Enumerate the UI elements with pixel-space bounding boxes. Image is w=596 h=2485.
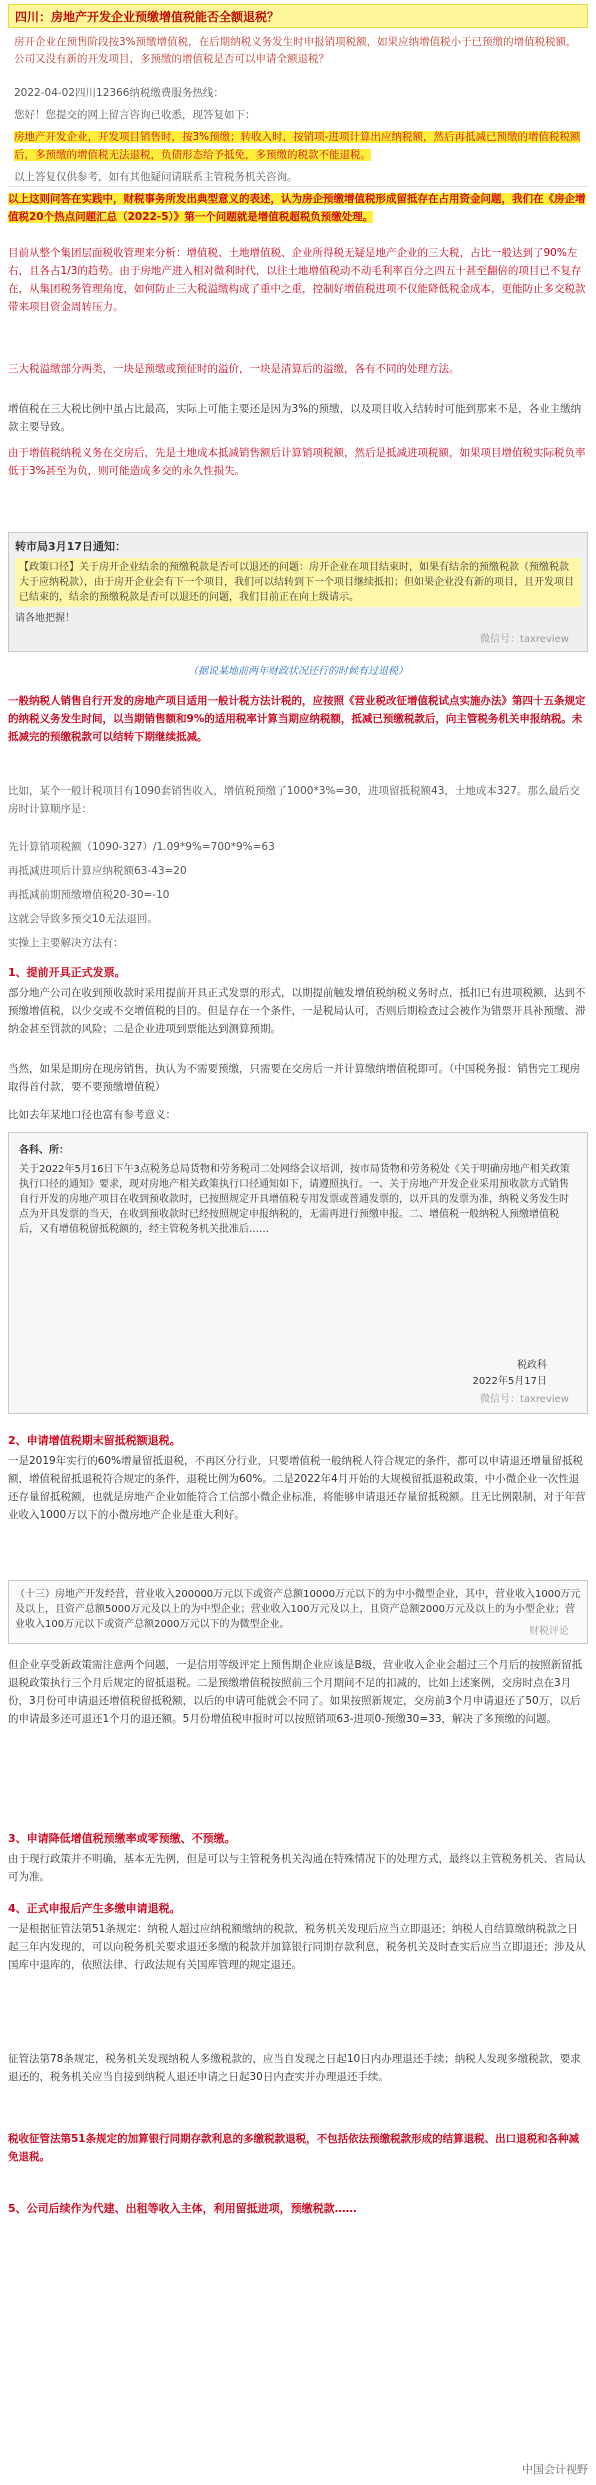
footer-watermark: 中国会计视野 <box>522 2463 588 2476</box>
section-4-body-2: 征管法第78条规定，税务机关发现纳税人多缴税款的，应当自发现之日起10日内办理退还手续；纳税人发现多缴税款，要求退还的，税务机关应当自接到纳税人退还申请之日起30日内查实并办理退还手续。 <box>8 2053 581 2083</box>
paragraph-4-text: 由于增值税纳税义务在交房后，先是土地成本抵减销售额后计算销项税额，然后是抵减进项税额，如果项目增值税实际税负率低于3%甚至为负，则可能造成多交的永久性损失。 <box>8 447 586 477</box>
shot2-body: 关于2022年5月16日下午3点税务总局货物和劳务税司二处网络会议培训，按市局货物和劳务税处《关于明确房地产相关政策执行口径的通知》要求，现对房地产相关政策执行口径通知如下，请遵照执行。一、关于房地产开发企业采用预收款方式销售自行开发的房地产项目在收到预收款时，已按照规定开具增值税专用发票或普通发票的，以开具的发票为准，纳税义务发生时点为开具发票的当天，在收到预收款时已经按照规定申报纳税的，无需再进行预缴申报。二、增值税一般纳税人预缴增值税后，又有增值税留抵税额的，经主管税务机关批准后…… <box>19 1164 570 1235</box>
calc-step-3: 再抵减前期预缴增值税20-30=-10 <box>8 889 170 901</box>
screenshot-standard <box>8 1580 588 1644</box>
calc-step-2: 再抵减进项后计算应纳税额63-43=20 <box>8 865 187 877</box>
shot1-header: 转市局3月17日通知： <box>15 540 126 553</box>
answer-body-text: 房地产开发企业，开发项目销售时，按3%预缴；转收入时，按销项-进项计算出应纳税额，然后再抵减已预缴的增值税税额后，多预缴的增值税无法退税，负债形态给予抵免，多预缴的税款不能退税。 <box>14 131 581 161</box>
section-1-note-text: 当然，如果是期房在现房销售，执认为不需要预缴，只需要在交房后一并计算缴纳增值税即可。（中国税务报：销售完工现房取得首付款，要不要预缴增值税） <box>8 1063 581 1093</box>
intro-text: 以上这则问答在实践中，财税事务所发出典型意义的表述，认为房企预缴增值税形成留抵存在占用资金问题，我们在《房企增值税20个热点问题汇总（2022-5）》第一个问题就是增值税超税负预缴处理。 <box>8 193 586 223</box>
calc-step-4: 这就会导致多预交10无法退回。 <box>8 913 158 925</box>
intro-paragraph <box>8 190 588 226</box>
section-3-heading: 3、申请降低增值税预缴率或零预缴、不预缴。 <box>8 1832 236 1845</box>
calc-step-1: 先计算销项税额（1090-327）/1.09*9%=700*9%=63 <box>8 841 275 853</box>
shot2-head: 各科、所： <box>19 1145 69 1156</box>
shot2-sign: 税政科 <box>517 1360 547 1371</box>
section-1-heading: 1、提前开具正式发票。 <box>8 966 126 979</box>
section-5-heading: 5、公司后续作为代建、出租等收入主体，利用留抵进项，预缴税款…… <box>8 2202 357 2215</box>
shot1-line2: 请各地把握！ <box>15 613 75 624</box>
section-4-body: 一是根据征管法第51条规定：纳税人超过应纳税额缴纳的税款，税务机关发现后应当立即退还；纳税人自结算缴纳税款之日起三年内发现的，可以向税务机关要求退还多缴的税款并加算银行同期存款利息，税务机关及时查实后应当立即退还；涉及从国库中退库的，依照法律、行政法规有关国库管理的规定退还。 <box>8 1923 586 1971</box>
shot1-line1: 【政策口径】关于房开企业结余的预缴税款是否可以退还的问题：房开企业在项目结束时，如果有结余的预缴税款（预缴税款大于应纳税款），由于房开企业会有下一个项目，我们可以结转到下一个项目继续抵扣；但如果企业没有新的项目，且开发项目已结束的，结余的预缴税款是否可以退还的问题，我们目前正在向上级请示。 <box>15 558 581 607</box>
section-3-body: 由于现行政策并不明确，基本无先例，但是可以与主管税务机关沟通在特殊情况下的处理方式，最终以主管税务机关、省局认可为准。 <box>8 1853 586 1883</box>
paragraph-1 <box>8 244 588 316</box>
section-1-body: 部分地产公司在收到预收款时采用提前开具正式发票的形式，以期提前触发增值税纳税义务时点，抵扣已有进项税额，达到不预缴增值税，以少交或不交增值税的目的。但是存在一个条件，一是税局认可，否则后期检查过会被作为错票开具补预缴、滞纳金甚至罚款的风险；二是企业进项到票能达到测算预期。 <box>8 987 586 1035</box>
section-4-heading: 4、正式申报后产生多缴申请退税。 <box>8 1902 181 1915</box>
standard-watermark: 财税评论 <box>529 1626 569 1637</box>
screenshot-notice-2 <box>8 1132 588 1414</box>
paragraph-5 <box>8 692 588 746</box>
section-2-body: 一是2019年实行的60%增量留抵退税，不再区分行业，只要增值税一般纳税人符合规定的条件，都可以申请退还增量留抵税额，增值税留抵退税符合规定的条件，退税比例为60%。二是2022年4月开始的大规模留抵退税政策，中小微企业一次性退还存量留抵税额，也就是房地产企业如能符合工信部小微企业标准，将能够申请退还存量留抵税额。且无比例限制，对于年营业收入1000万以下的小微房地产企业是重大利好。 <box>8 1455 586 1521</box>
standard-text: （十三）房地产开发经营，营业收入200000万元以下或资产总额10000万元以下的为中小微型企业，其中，营业收入1000万元及以上，且资产总额5000万元及以上的为中型企业；营业收入100万元及以上，且资产总额2000万元及以上的为小型企业；营业收入100万元以下或资产总额2000万元以下的为微型企业。 <box>15 1589 581 1630</box>
section-1-note <box>8 1060 588 1096</box>
article-title-bar <box>8 4 588 28</box>
answer-end: 以上答复仅供参考，如有其他疑问请联系主管税务机关咨询。 <box>14 171 298 183</box>
section-2-tail: 但企业享受新政策需注意两个问题，一是信用等级评定上预售期企业应该是B级，营业收入企业会超过三个月后的按照新留抵退税政策执行三个月后规定的留抵退税。二是预缴增值税按照前三个月期间不足的扣减的，比如上述案例，交房时点在3月份，3月份可申请退还增值税留抵税额，以后的申请可能就会不同了。如果按照新规定，交房前3个月申请退还了50万，以后的申请最多还可退还1个月的退还额。5月份增值税申报时可以按照销项63-进项0-预缴30=33，解决了多预缴的问题。 <box>8 1659 583 1725</box>
paragraph-2-text: 三大税溢缴部分两类，一块是预缴或预征时的溢价，一块是清算后的溢缴，各有不同的处理方法。 <box>8 363 460 375</box>
paragraph-4 <box>8 444 588 480</box>
answer-greeting: 您好！您提交的网上留言咨询已收悉，现答复如下： <box>14 109 256 121</box>
solution-heading: 实操上主要解决方法有： <box>8 937 124 949</box>
answer-body <box>14 128 582 164</box>
caption-1: （据说某地前两年财政状况还行的时候有过退税） <box>188 666 408 677</box>
question-text: 房开企业在预售阶段按3%预缴增值税，在后期纳税义务发生时申报销项税额，如果应纳增值税小于已预缴的增值税税额，公司又没有新的开发项目，多预缴的增值税是否可以申请全额退税？ <box>14 36 577 65</box>
paragraph-2 <box>8 360 588 378</box>
shot2-watermark: 微信号：taxreview <box>479 1394 569 1405</box>
article-title: 四川：房地产开发企业预缴增值税能否全额退税？ <box>15 10 280 24</box>
divider <box>8 186 588 187</box>
answer-meta: 2022-04-02四川12366纳税缴费服务热线： <box>14 87 224 99</box>
shot1-watermark: 微信号：taxreview <box>479 634 569 645</box>
paragraph-3 <box>8 400 588 436</box>
screenshot-notice-1 <box>8 532 588 652</box>
paragraph-3-text: 增值税在三大税比例中虽占比最高，实际上可能主要还是因为3%的预缴，以及项目收入结转时可能到那来不是，各业主缴纳款主要导致。 <box>8 403 582 433</box>
paragraph-1-text: 目前从整个集团层面税收管理来分析：增值税、土地增值税、企业所得税无疑是地产企业的三大税，占比一般达到了90%左右，且各占1/3的趋势。由于房地产进入相对微利时代，以往土地增值税动不动毛利率百分之四五十甚至翻倍的项目已不复存在，从集团税务管理角度，如何防止三大税溢缴构成了重中之重，控制好增值税进项不仅能降低税金成本，更能防止多交税款带来项目资金周转压力。 <box>8 247 586 313</box>
paragraph-5-text: 一般纳税人销售自行开发的房地产项目适用一般计税方法计税的，应按照《营业税改征增值税试点实施办法》第四十五条规定的纳税义务发生时间，以当期销售额和9%的适用税率计算当期应纳税额，抵减已预缴税款后，向主管税务机关申报纳税。未抵减完的预缴税款可以结转下期继续抵减。 <box>8 695 586 743</box>
section-2-heading: 2、申请增值税期末留抵税额退税。 <box>8 1434 181 1447</box>
example-intro: 比如，某个一般计税项目有1090套销售收入，增值税预缴了1000*3%=30，进项留抵税额43，土地成本327。那么最后交房时计算顺序是： <box>8 785 580 815</box>
section-1-local: 比如去年某地口径也富有参考意义： <box>8 1109 176 1121</box>
section-4-body-3 <box>8 2130 588 2166</box>
section-4-body-3-text: 税收征管法第51条规定的加算银行同期存款利息的多缴税款退税，不包括依法预缴税款形成的结算退税、出口退税和各种减免退税。 <box>8 2133 580 2163</box>
shot2-date: 2022年5月17日 <box>472 1376 547 1387</box>
